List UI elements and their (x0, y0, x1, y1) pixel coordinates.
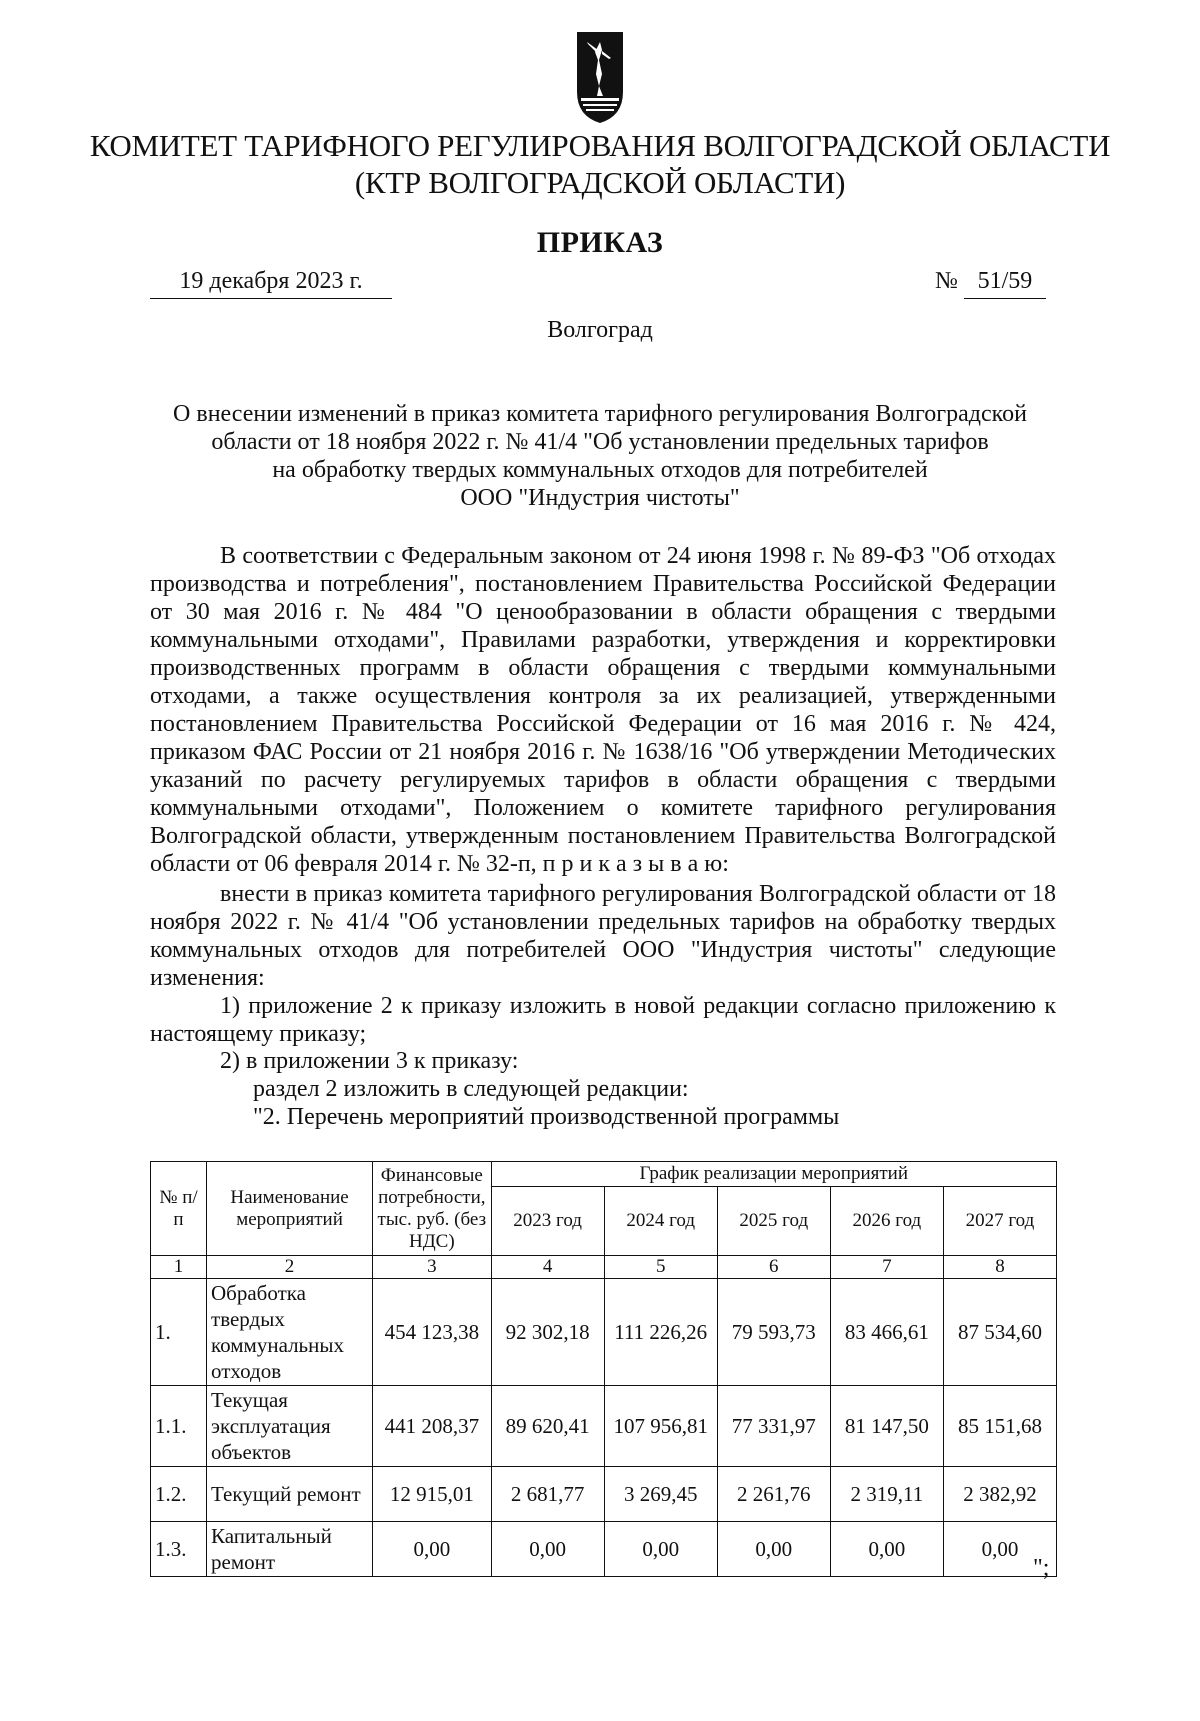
column-header-year: 2023 год (491, 1187, 604, 1256)
row-year-value: 3 269,45 (604, 1467, 717, 1522)
row-total: 441 208,37 (373, 1386, 492, 1467)
activities-table (150, 1161, 1057, 1577)
subject-line: ООО "Индустрия чистоты" (460, 485, 740, 511)
section-title: "2. Перечень мероприятий производственной программы (253, 1104, 840, 1130)
row-year-value: 77 331,97 (717, 1386, 830, 1467)
order-paragraph (150, 880, 1056, 992)
table-row (151, 1467, 1057, 1522)
column-header-schedule: График реализации мероприятий (491, 1162, 1056, 1187)
row-year-value: 0,00 (717, 1522, 830, 1577)
document-number (935, 268, 1046, 299)
subject-line: области от 18 ноября 2022 г. № 41/4 "Об установлении предельных тарифов (211, 429, 989, 455)
row-year-value: 89 620,41 (491, 1386, 604, 1467)
row-year-value: 92 302,18 (491, 1279, 604, 1386)
row-activity-name: Обработка твердых коммунальных отходов (207, 1279, 373, 1386)
row-number: 1.3. (151, 1522, 207, 1577)
column-index: 4 (491, 1256, 604, 1279)
table-row (151, 1522, 1057, 1577)
paragraph-text: В соответствии с Федеральным законом от 24 июня 1998 г. № 89-ФЗ "Об отходах производства и потребления", постановлением Правительства Российской Федерации от 30 мая 2016 г. № 484 "О ценообразовании в области обращения с твердыми коммунальными отходами", Правилами разработки, утверждения и корректировки производственных программ в области обращения с твердыми коммунальными отходами, а также осуществления контроля за их реализацией, утвержденными постановлением Правительства Российской Федерации от 16 мая 2016 г. № 424, приказом ФАС России от 21 ноября 2016 г. № 1638/16 "Об утверждении Методических указаний по расчету регулируемых тарифов в области обращения с твердыми коммунальными отходами", Положением о комитете тарифного регулирования Волгоградской области, утвержденным постановлением Правительства Волгоградской области от 06 февраля 2014 г. № 32-п, п р и к а з ы в а ю: (150, 543, 1056, 877)
row-number: 1. (151, 1279, 207, 1386)
subject-line: на обработку твердых коммунальных отходов для потребителей (272, 457, 928, 483)
row-year-value: 0,00 (943, 1522, 1056, 1577)
column-header-name: Наименование мероприятий (207, 1162, 373, 1256)
volgograd-emblem-icon (575, 30, 625, 125)
column-index: 3 (373, 1256, 492, 1279)
table-header-row (151, 1162, 1057, 1187)
organization-name: КОМИТЕТ ТАРИФНОГО РЕГУЛИРОВАНИЯ ВОЛГОГРАДСКОЙ ОБЛАСТИ (89, 128, 1111, 163)
column-header-year: 2026 год (830, 1187, 943, 1256)
row-number: 1.2. (151, 1467, 207, 1522)
column-index: 8 (943, 1256, 1056, 1279)
organization-abbreviation: (КТР ВОЛГОГРАДСКОЙ ОБЛАСТИ) (354, 165, 846, 200)
row-year-value: 2 681,77 (491, 1467, 604, 1522)
row-total: 454 123,38 (373, 1279, 492, 1386)
row-year-value: 79 593,73 (717, 1279, 830, 1386)
column-header-year: 2025 год (717, 1187, 830, 1256)
row-year-value: 81 147,50 (830, 1386, 943, 1467)
subject-line: О внесении изменений в приказ комитета тарифного регулирования Волгоградской (173, 401, 1027, 427)
table-row (151, 1386, 1057, 1467)
document-type-title: ПРИКАЗ (536, 226, 664, 259)
row-total: 12 915,01 (373, 1467, 492, 1522)
document-subject (150, 400, 1050, 512)
table-row (151, 1279, 1057, 1386)
row-year-value: 2 319,11 (830, 1467, 943, 1522)
column-index: 7 (830, 1256, 943, 1279)
number-sign: № (935, 268, 958, 294)
row-activity-name: Капитальный ремонт (207, 1522, 373, 1577)
column-header-financing: Финансовые потребности, тыс. руб. (без НДС) (373, 1162, 492, 1256)
column-index: 1 (151, 1256, 207, 1279)
column-index: 2 (207, 1256, 373, 1279)
row-year-value: 0,00 (491, 1522, 604, 1577)
document-city: Волгоград (547, 317, 653, 343)
row-year-value: 107 956,81 (604, 1386, 717, 1467)
row-year-value: 0,00 (830, 1522, 943, 1577)
row-year-value: 2 382,92 (943, 1467, 1056, 1522)
row-activity-name: Текущая эксплуатация объектов (207, 1386, 373, 1467)
change-item-2-sub: раздел 2 изложить в следующей редакции: (253, 1076, 689, 1102)
row-activity-name: Текущий ремонт (207, 1467, 373, 1522)
paragraph-text: внести в приказ комитета тарифного регулирования Волгоградской области от 18 ноября 2022 г. № 41/4 "Об установлении предельных тарифов на обработку твердых коммунальных отходов для потребителей ООО "Индустрия чистоты" следующие изменения: (150, 881, 1056, 991)
table-index-row (151, 1256, 1057, 1279)
row-total: 0,00 (373, 1522, 492, 1577)
row-year-value: 87 534,60 (943, 1279, 1056, 1386)
row-number: 1.1. (151, 1386, 207, 1467)
row-year-value: 83 466,61 (830, 1279, 943, 1386)
document-date: 19 декабря 2023 г. (150, 268, 392, 299)
column-index: 6 (717, 1256, 830, 1279)
column-index: 5 (604, 1256, 717, 1279)
closing-quote: "; (1033, 1555, 1050, 1581)
row-year-value: 0,00 (604, 1522, 717, 1577)
preamble-paragraph (150, 542, 1056, 878)
row-year-value: 111 226,26 (604, 1279, 717, 1386)
paragraph-text: 1) приложение 2 к приказу изложить в новой редакции согласно приложению к настоящему приказу; (150, 993, 1056, 1047)
change-item-1 (150, 992, 1056, 1048)
row-year-value: 2 261,76 (717, 1467, 830, 1522)
number-value: 51/59 (964, 268, 1046, 299)
row-year-value: 85 151,68 (943, 1386, 1056, 1467)
column-header-year: 2024 год (604, 1187, 717, 1256)
column-header-year: 2027 год (943, 1187, 1056, 1256)
change-item-2: 2) в приложении 3 к приказу: (220, 1048, 519, 1074)
column-header-number: № п/п (151, 1162, 207, 1256)
